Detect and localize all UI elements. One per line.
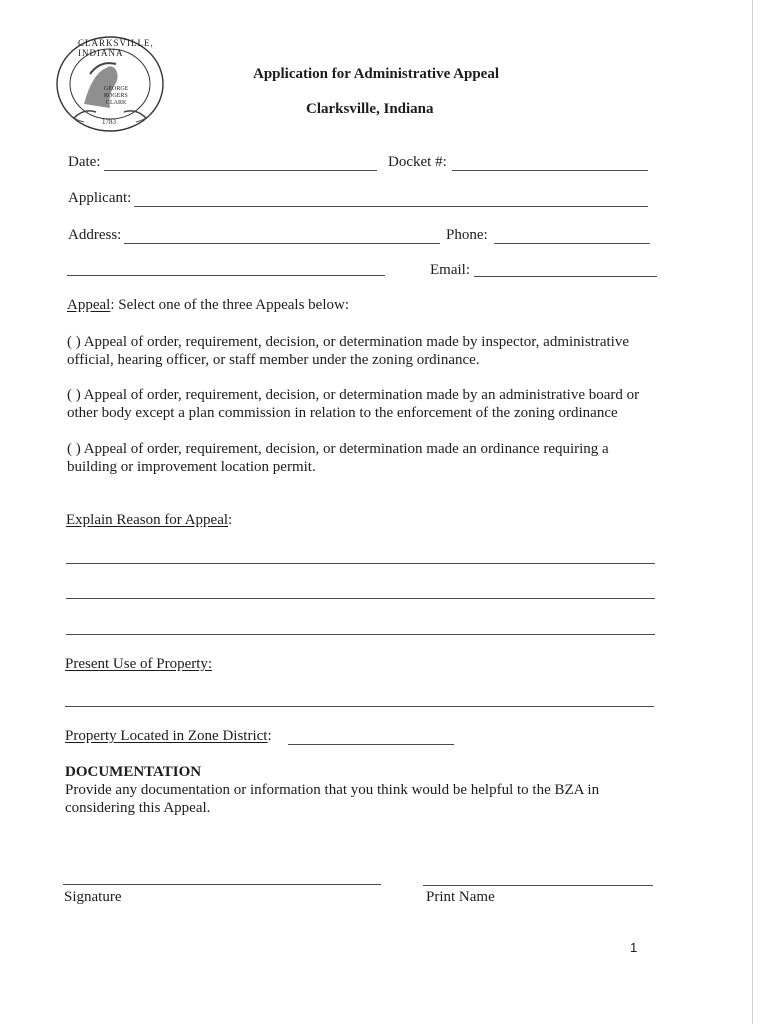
- zone-field[interactable]: [288, 744, 454, 745]
- date-field[interactable]: [104, 170, 377, 171]
- seal-center-line-2: ROGERS: [104, 93, 128, 99]
- form-subtitle: Clarksville, Indiana: [306, 101, 434, 117]
- appeal-option-2-text-cont: other body except a plan commission in relation to the enforcement of the zoning ordinance: [67, 405, 618, 421]
- docket-field[interactable]: [452, 170, 648, 171]
- documentation-text-line-2: considering this Appeal.: [65, 800, 211, 816]
- address-field[interactable]: [124, 243, 440, 244]
- city-seal: [54, 34, 166, 134]
- signature-field[interactable]: [63, 884, 381, 885]
- appeal-option-1-checkbox[interactable]: ( ): [67, 334, 81, 350]
- appeal-heading: Appeal: [67, 297, 111, 313]
- form-title: Application for Administrative Appeal: [253, 66, 499, 82]
- seal-year: 1783: [102, 118, 116, 126]
- seal-center-line-1: GEORGE: [104, 86, 129, 92]
- appeal-option-3-checkbox[interactable]: ( ): [67, 441, 81, 457]
- zone-heading: Property Located in Zone District: [65, 728, 268, 744]
- appeal-option-3-text: Appeal of order, requirement, decision, or determination made an ordinance requiring a: [83, 441, 609, 457]
- page-number: 1: [630, 940, 638, 955]
- phone-label: Phone:: [446, 227, 488, 243]
- appeal-option-1-text-cont: official, hearing officer, or staff member under the zoning ordinance.: [67, 352, 480, 368]
- reason-colon: :: [228, 512, 233, 528]
- address-label: Address:: [68, 227, 122, 243]
- appeal-option-2-checkbox[interactable]: ( ): [67, 387, 81, 403]
- documentation-heading: DOCUMENTATION: [65, 764, 202, 780]
- appeal-option-1[interactable]: [67, 333, 629, 369]
- docket-label: Docket #:: [388, 154, 447, 170]
- applicant-label: Applicant:: [68, 190, 132, 206]
- address-line-2-field[interactable]: [67, 275, 385, 276]
- page-edge-line: [752, 0, 753, 1024]
- appeal-instruction-text: : Select one of the three Appeals below:: [110, 297, 350, 313]
- email-field[interactable]: [474, 276, 657, 277]
- appeal-option-3[interactable]: [67, 440, 609, 476]
- seal-top-text: CLARKSVILLE, INDIANA: [78, 38, 154, 58]
- reason-heading: Explain Reason for Appeal: [66, 512, 229, 528]
- signature-label: Signature: [64, 889, 122, 905]
- print-name-field[interactable]: [423, 885, 653, 886]
- reason-label: [66, 512, 232, 529]
- seal-center-line-3: CLARK: [106, 100, 127, 106]
- date-label: Date:: [68, 154, 101, 170]
- reason-field-line-3[interactable]: [66, 634, 655, 635]
- email-label: Email:: [430, 262, 470, 278]
- present-use-field[interactable]: [65, 706, 654, 707]
- reason-field-line-1[interactable]: [66, 563, 655, 564]
- appeal-option-2-text: Appeal of order, requirement, decision, or determination made by an administrative board or: [83, 387, 640, 403]
- print-name-label: Print Name: [426, 889, 495, 905]
- documentation-text: [65, 781, 599, 817]
- applicant-field[interactable]: [134, 206, 648, 207]
- appeal-instruction: [67, 297, 349, 314]
- zone-colon: :: [267, 728, 272, 744]
- phone-field[interactable]: [494, 243, 650, 244]
- appeal-option-1-text: Appeal of order, requirement, decision, or determination made by inspector, administrative: [83, 334, 629, 350]
- reason-field-line-2[interactable]: [66, 598, 655, 599]
- appeal-option-3-text-cont: building or improvement location permit.: [67, 459, 316, 475]
- present-use-label: Present Use of Property:: [65, 656, 213, 672]
- documentation-text-line-1: Provide any documentation or information that you think would be helpful to the BZA in: [65, 782, 600, 798]
- appeal-option-2[interactable]: [67, 386, 639, 422]
- zone-label: [65, 728, 272, 745]
